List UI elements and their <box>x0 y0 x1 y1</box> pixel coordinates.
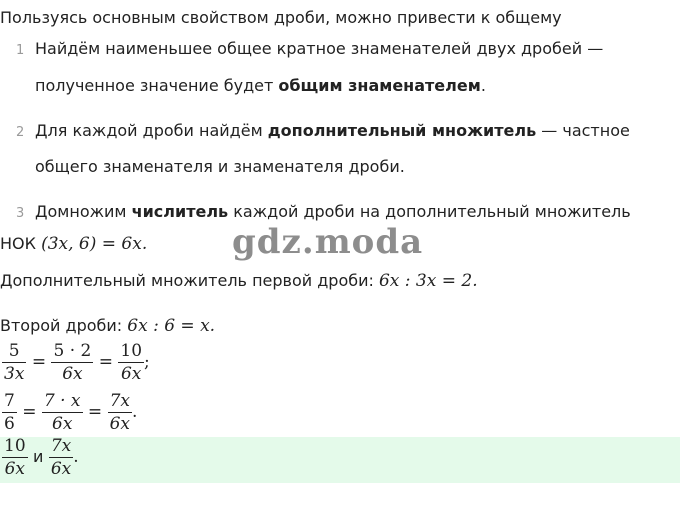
fraction: $\frac{7x}{6x}$ <box>50 436 72 479</box>
fraction: $\frac{10}{6x}$ <box>4 436 26 479</box>
multiplier-1-expression: 6x : 3x = 2. <box>378 271 478 291</box>
answer-highlight <box>0 437 680 483</box>
multiplier-2-expression: 6x : 6 = x. <box>127 316 216 336</box>
fraction: $\frac{7}{6}$ <box>4 391 15 434</box>
step-text: Для каждой дроби найдём дополнительный множитель — частное <box>35 121 630 140</box>
term-numerator: числитель <box>131 202 229 221</box>
term-common-denominator: общим знаменателем <box>278 76 481 95</box>
fraction: $\frac{5}{3x}$ <box>4 341 25 384</box>
step-3 <box>16 202 631 221</box>
step-number: 3 <box>16 206 25 221</box>
fraction: $\frac{5 \cdot 2}{6x}$ <box>53 341 92 384</box>
equation-1: $\frac{5}{3x}$ = $\frac{5 \cdot 2}{6x}$ = $\frac{10}{6x}$ ; <box>4 341 150 384</box>
step-number: 2 <box>16 125 25 140</box>
step-text: Домножим числитель каждой дроби на дополнительный множитель <box>35 202 631 221</box>
term-extra-multiplier: дополнительный множитель <box>267 121 537 140</box>
watermark-logo: gdz.moda <box>232 222 424 262</box>
step-text: Найдём наименьшее общее кратное знаменателей двух дробей — <box>35 39 604 58</box>
answer-line: $\frac{10}{6x}$ и $\frac{7x}{6x}$ . <box>4 436 79 479</box>
multiplier-1-line: Дополнительный множитель первой дроби: 6x : 3x = 2. <box>0 271 478 291</box>
fraction: $\frac{7x}{6x}$ <box>109 391 130 434</box>
intro-text: Пользуясь основным свойством дроби, можно привести к общему <box>0 8 562 27</box>
nok-line <box>0 234 147 254</box>
conjunction: и <box>33 447 44 466</box>
step-2-line-2: общего знаменателя и знаменателя дроби. <box>35 157 405 176</box>
fraction: $\frac{10}{6x}$ <box>120 341 143 384</box>
step-2 <box>16 121 630 140</box>
multiplier-2-line: Второй дроби: 6x : 6 = x. <box>0 316 216 336</box>
step-1 <box>16 39 604 58</box>
nok-expression: (3x, 6) = 6x. <box>41 234 148 254</box>
equation-2: $\frac{7}{6}$ = $\frac{7 \cdot x}{6x}$ = $\frac{7x}{6x}$ . <box>4 391 138 434</box>
step-1-line-2: полученное значение будет общим знаменателем. <box>35 76 486 95</box>
step-number: 1 <box>16 43 25 58</box>
fraction: $\frac{7 \cdot x}{6x}$ <box>43 391 81 434</box>
nok-label: НОК <box>0 234 36 253</box>
